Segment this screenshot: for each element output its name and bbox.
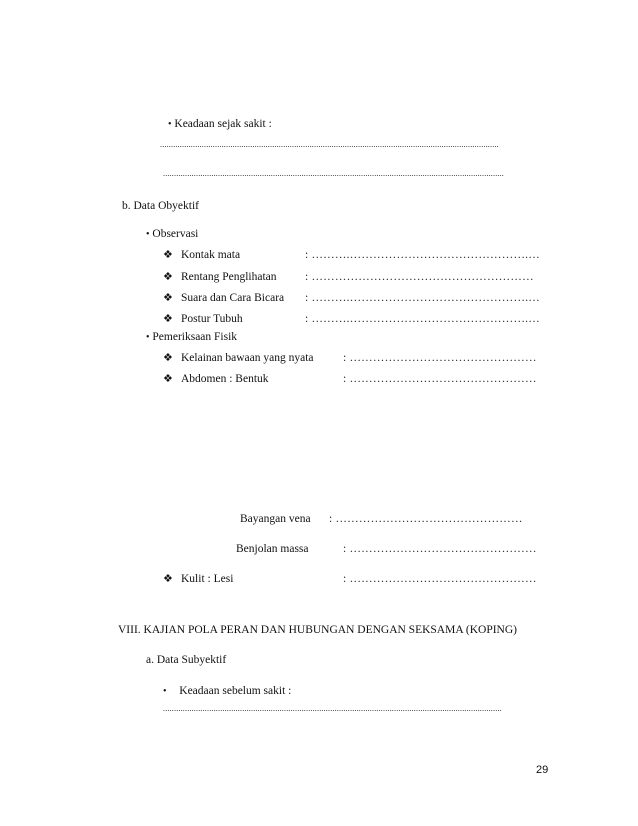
since-sick-line-2: ........................................................................................................................................................... bbox=[163, 169, 504, 178]
observasi-item-value: : ……….……………………………………….… bbox=[305, 313, 540, 325]
observasi-item-value: : ……….……………………………………….… bbox=[305, 249, 540, 261]
diamond-icon: ❖ bbox=[163, 312, 173, 325]
bullet-icon: • bbox=[146, 332, 150, 343]
observasi-label: Observasi bbox=[152, 228, 199, 240]
fisik-item-value: : ………………………………………… bbox=[343, 373, 537, 385]
since-sick-row bbox=[168, 118, 272, 130]
page-number: 29 bbox=[536, 764, 549, 776]
pemeriksaan-fisik-row bbox=[146, 331, 237, 343]
diamond-icon: ❖ bbox=[163, 372, 173, 385]
observasi-item-label: Postur Tubuh bbox=[181, 313, 243, 325]
diamond-icon: ❖ bbox=[163, 572, 173, 585]
observasi-item-label: Suara dan Cara Bicara bbox=[181, 292, 285, 304]
fisik-item-label: Kelainan bawaan yang nyata bbox=[181, 352, 314, 364]
observasi-row bbox=[146, 228, 198, 240]
since-sick-line-1: .......................................................................................................................................................... bbox=[160, 140, 499, 149]
diamond-icon: ❖ bbox=[163, 248, 173, 261]
before-sick-label: Keadaan sebelum sakit : bbox=[179, 685, 292, 697]
benjolan-massa-value: : ………………………………………… bbox=[343, 543, 537, 555]
observasi-item-value: : ……….……………………………………….… bbox=[305, 292, 540, 304]
bullet-icon: • bbox=[146, 229, 150, 240]
section-viii-heading: VIII. KAJIAN POLA PERAN DAN HUBUNGAN DENGAN SEKSAMA (KOPING) bbox=[118, 624, 517, 636]
diamond-icon: ❖ bbox=[163, 351, 173, 364]
benjolan-massa-label: Benjolan massa bbox=[236, 543, 309, 555]
bullet-icon: • bbox=[163, 686, 167, 697]
observasi-item-label: Rentang Penglihatan bbox=[181, 271, 277, 283]
since-sick-label: Keadaan sejak sakit : bbox=[174, 118, 272, 130]
before-sick-row bbox=[163, 685, 291, 697]
kulit-value: : ………………………………………… bbox=[343, 573, 537, 585]
objective-heading: b. Data Obyektif bbox=[122, 200, 199, 212]
subjective-heading: a. Data Subyektif bbox=[146, 654, 227, 666]
diamond-icon: ❖ bbox=[163, 291, 173, 304]
bullet-icon: • bbox=[168, 119, 172, 130]
kulit-label: Kulit : Lesi bbox=[181, 573, 234, 585]
fisik-item-value: : ………………………………………… bbox=[343, 352, 537, 364]
before-sick-line: .......................................................................................................................................................... bbox=[163, 704, 502, 713]
diamond-icon: ❖ bbox=[163, 270, 173, 283]
observasi-item-value: : ………………………………………………… bbox=[305, 271, 534, 283]
bayangan-vena-label: Bayangan vena bbox=[240, 513, 311, 525]
bayangan-vena-value: : ………………………………………… bbox=[329, 513, 523, 525]
observasi-item-label: Kontak mata bbox=[181, 249, 241, 261]
fisik-item-label: Abdomen : Bentuk bbox=[181, 373, 269, 385]
pemeriksaan-fisik-label: Pemeriksaan Fisik bbox=[152, 331, 238, 343]
